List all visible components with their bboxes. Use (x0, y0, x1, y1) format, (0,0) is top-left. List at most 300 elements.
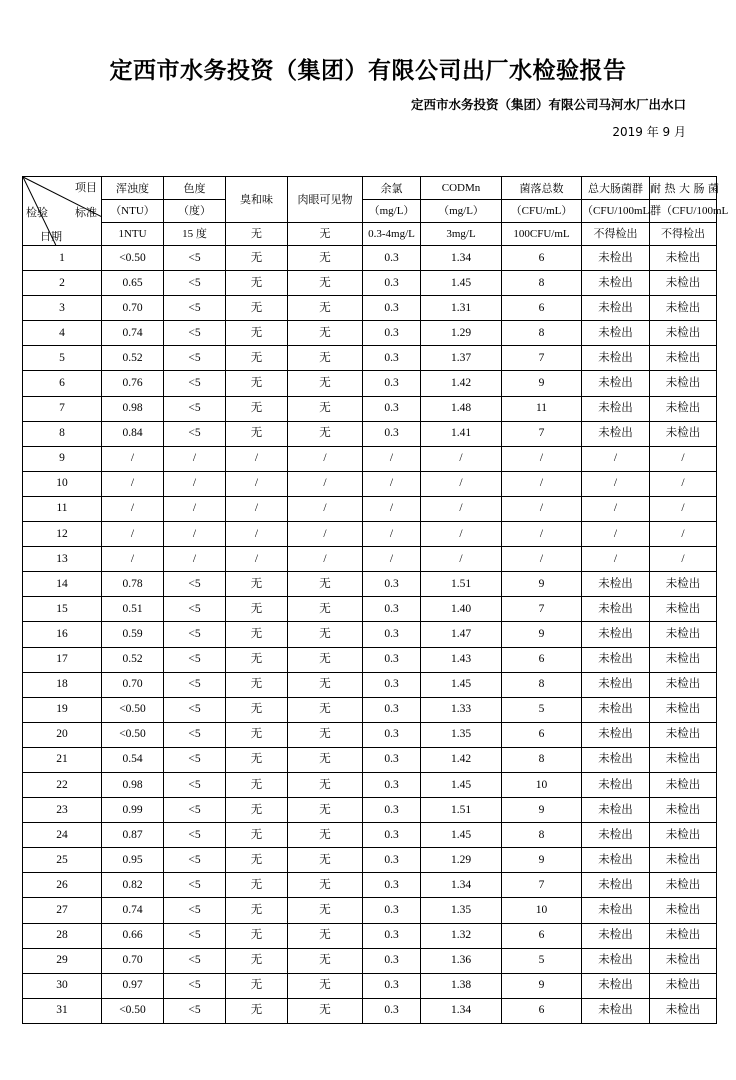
table-cell: 未检出 (650, 923, 717, 948)
table-cell: <5 (164, 697, 226, 722)
table-cell: 8 (23, 421, 102, 446)
table-cell: 0.3 (363, 271, 421, 296)
table-cell: 0.3 (363, 772, 421, 797)
table-cell: 无 (226, 321, 288, 346)
table-cell: / (102, 471, 164, 496)
table-cell: <5 (164, 396, 226, 421)
table-cell: 未检出 (650, 722, 717, 747)
table-cell: / (502, 522, 582, 547)
table-cell: 1.40 (421, 597, 502, 622)
table-cell: 9 (502, 371, 582, 396)
table-cell: 7 (502, 346, 582, 371)
table-cell: 27 (23, 898, 102, 923)
table-cell: 0.66 (102, 923, 164, 948)
table-cell: / (363, 446, 421, 471)
table-cell: 12 (23, 522, 102, 547)
table-cell: 未检出 (650, 622, 717, 647)
table-cell: / (288, 522, 363, 547)
table-cell: 0.3 (363, 346, 421, 371)
table-cell: 未检出 (650, 798, 717, 823)
table-cell: 6 (502, 296, 582, 321)
table-cell: 未检出 (650, 271, 717, 296)
table-cell: 无 (288, 923, 363, 948)
table-cell: <5 (164, 948, 226, 973)
table-cell: / (502, 471, 582, 496)
table-cell: / (102, 547, 164, 572)
table-cell: / (164, 522, 226, 547)
table-cell: / (582, 471, 650, 496)
table-cell: 10 (23, 471, 102, 496)
table-cell: 未检出 (582, 271, 650, 296)
table-cell: 1.43 (421, 647, 502, 672)
col-coliform-name: 总大肠菌群 (582, 177, 650, 200)
col-coliform-standard: 不得检出 (582, 223, 650, 246)
table-cell: 未检出 (650, 572, 717, 597)
table-cell: 无 (226, 672, 288, 697)
table-cell: <5 (164, 898, 226, 923)
table-cell: / (164, 496, 226, 521)
table-cell: 未检出 (650, 296, 717, 321)
table-cell: 无 (288, 948, 363, 973)
col-visible-matter-standard: 无 (288, 223, 363, 246)
table-cell: 无 (288, 798, 363, 823)
table-cell: 未检出 (582, 647, 650, 672)
table-cell: 0.3 (363, 697, 421, 722)
table-cell: 0.3 (363, 396, 421, 421)
table-cell: 未检出 (582, 597, 650, 622)
table-cell: 未检出 (650, 396, 717, 421)
table-row (23, 772, 717, 797)
table-cell: 0.3 (363, 246, 421, 271)
table-cell: 无 (288, 823, 363, 848)
table-row (23, 998, 717, 1023)
table-cell: 0.98 (102, 772, 164, 797)
table-cell: 1.51 (421, 798, 502, 823)
table-cell: 0.84 (102, 421, 164, 446)
table-cell: 1.33 (421, 697, 502, 722)
table-cell: 无 (226, 798, 288, 823)
table-row (23, 898, 717, 923)
table-cell: 无 (226, 697, 288, 722)
table-cell: 1.34 (421, 246, 502, 271)
table-cell: 24 (23, 823, 102, 848)
table-cell: / (650, 496, 717, 521)
table-cell: 7 (23, 396, 102, 421)
table-cell: 0.3 (363, 371, 421, 396)
table-cell: / (650, 547, 717, 572)
col-odor-name: 臭和味 (226, 177, 288, 223)
table-cell: 未检出 (582, 973, 650, 998)
table-cell: <5 (164, 998, 226, 1023)
table-cell: 1.45 (421, 672, 502, 697)
table-cell: 9 (502, 798, 582, 823)
table-cell: 无 (226, 923, 288, 948)
col-thermo-coliform-name: 耐 热 大 肠 菌 (650, 177, 717, 200)
col-coliform-unit: （CFU/100mL (582, 200, 650, 223)
table-cell: 6 (502, 647, 582, 672)
table-cell: / (102, 496, 164, 521)
table-cell: <5 (164, 772, 226, 797)
table-cell: 0.70 (102, 948, 164, 973)
table-row (23, 496, 717, 521)
corner-date-label: 日期 (40, 230, 62, 243)
table-cell: / (363, 522, 421, 547)
table-cell: 1.45 (421, 823, 502, 848)
table-cell: 1.36 (421, 948, 502, 973)
table-cell: / (288, 446, 363, 471)
table-cell: 无 (226, 647, 288, 672)
table-row (23, 296, 717, 321)
table-cell: <5 (164, 321, 226, 346)
table-cell: <5 (164, 747, 226, 772)
corner-cell (23, 177, 102, 246)
table-cell: 1.45 (421, 772, 502, 797)
table-cell: 无 (288, 622, 363, 647)
table-cell: / (421, 496, 502, 521)
table-row (23, 973, 717, 998)
col-bacteria-standard: 100CFU/mL (502, 223, 582, 246)
table-cell: / (582, 446, 650, 471)
table-cell: 未检出 (582, 747, 650, 772)
table-cell: / (164, 547, 226, 572)
table-cell: 30 (23, 973, 102, 998)
table-cell: / (363, 471, 421, 496)
table-cell: 未检出 (650, 823, 717, 848)
water-quality-table (22, 176, 729, 1024)
table-cell: 无 (288, 346, 363, 371)
table-cell: / (582, 547, 650, 572)
table-cell: 无 (288, 672, 363, 697)
table-cell: 无 (288, 421, 363, 446)
table-cell: 0.65 (102, 271, 164, 296)
table-cell: / (288, 471, 363, 496)
col-turbidity-unit: （NTU） (102, 200, 164, 223)
table-cell: 0.51 (102, 597, 164, 622)
table-cell: 无 (226, 296, 288, 321)
table-cell: 未检出 (582, 948, 650, 973)
table-cell: 1 (23, 246, 102, 271)
table-cell: 31 (23, 998, 102, 1023)
table-cell: 无 (288, 973, 363, 998)
table-cell: 22 (23, 772, 102, 797)
table-row (23, 823, 717, 848)
col-turbidity-name: 浑浊度 (102, 177, 164, 200)
table-cell: 1.37 (421, 346, 502, 371)
table-cell: 未检出 (650, 697, 717, 722)
table-cell: 11 (502, 396, 582, 421)
table-cell: / (421, 471, 502, 496)
table-cell: 13 (23, 547, 102, 572)
table-cell: <5 (164, 246, 226, 271)
col-codmn-name: CODMn (421, 177, 502, 200)
table-cell: <0.50 (102, 246, 164, 271)
table-cell: 无 (226, 346, 288, 371)
report-title: 定西市水务投资（集团）有限公司出厂水检验报告 (109, 58, 627, 84)
table-cell: 4 (23, 321, 102, 346)
table-body (23, 246, 717, 1024)
table-cell: 20 (23, 722, 102, 747)
report-subtitle: 定西市水务投资（集团）有限公司马河水厂出水口 (410, 97, 686, 112)
table-cell: 9 (502, 848, 582, 873)
table-cell: 未检出 (650, 998, 717, 1023)
table-cell: 1.29 (421, 321, 502, 346)
table-cell: 无 (288, 848, 363, 873)
table-cell: / (650, 471, 717, 496)
table-row (23, 923, 717, 948)
col-color-standard: 15 度 (164, 223, 226, 246)
table-cell: / (102, 446, 164, 471)
table-cell: 15 (23, 597, 102, 622)
table-cell: 6 (502, 722, 582, 747)
table-cell: 6 (23, 371, 102, 396)
table-cell: 1.35 (421, 722, 502, 747)
table-cell: 未检出 (650, 321, 717, 346)
table-cell: 未检出 (582, 421, 650, 446)
table-cell: 1.34 (421, 873, 502, 898)
corner-item-label: 项目 (75, 181, 97, 194)
table-cell: 1.42 (421, 371, 502, 396)
table-row (23, 597, 717, 622)
table-cell: 未检出 (582, 346, 650, 371)
table-cell: <5 (164, 873, 226, 898)
table-cell: 未检出 (582, 396, 650, 421)
table-row (23, 522, 717, 547)
table-cell: <5 (164, 923, 226, 948)
table-cell: 0.74 (102, 321, 164, 346)
table-cell: 0.87 (102, 823, 164, 848)
table-row (23, 572, 717, 597)
table-cell: 未检出 (650, 421, 717, 446)
table-cell: 无 (288, 572, 363, 597)
table-cell: 9 (502, 572, 582, 597)
table-cell: / (226, 547, 288, 572)
table-cell: <5 (164, 371, 226, 396)
table-row (23, 873, 717, 898)
table-row (23, 747, 717, 772)
col-chlorine-standard: 0.3-4mg/L (363, 223, 421, 246)
table-cell: 25 (23, 848, 102, 873)
table-cell: / (502, 496, 582, 521)
table-cell: <5 (164, 973, 226, 998)
table-cell: 无 (226, 948, 288, 973)
table-cell: 11 (23, 496, 102, 521)
col-color-name: 色度 (164, 177, 226, 200)
table-cell: <5 (164, 296, 226, 321)
table-cell: / (226, 522, 288, 547)
table-cell: 无 (288, 597, 363, 622)
col-codmn-unit: （mg/L） (421, 200, 502, 223)
table-cell: 1.42 (421, 747, 502, 772)
table-cell: 1.45 (421, 271, 502, 296)
table-cell: 0.3 (363, 296, 421, 321)
table-cell: <5 (164, 271, 226, 296)
table-cell: / (363, 496, 421, 521)
table-cell: 0.3 (363, 597, 421, 622)
table-cell: 无 (288, 647, 363, 672)
table-cell: 未检出 (650, 973, 717, 998)
table-cell: 7 (502, 597, 582, 622)
table-cell: 0.3 (363, 421, 421, 446)
table-cell: 未检出 (650, 772, 717, 797)
report-date: 2019 年 9 月 (612, 125, 686, 139)
table-row (23, 697, 717, 722)
table-cell: 无 (226, 772, 288, 797)
table-cell: / (226, 496, 288, 521)
table-cell: 0.52 (102, 647, 164, 672)
table-cell: 5 (502, 948, 582, 973)
table-cell: 1.38 (421, 973, 502, 998)
table-cell: 无 (226, 421, 288, 446)
table-cell: 未检出 (582, 998, 650, 1023)
table-cell: 无 (226, 597, 288, 622)
table-cell: <5 (164, 421, 226, 446)
table-cell: 无 (226, 823, 288, 848)
table-cell: 无 (288, 747, 363, 772)
table-cell: 10 (502, 772, 582, 797)
table-cell: 未检出 (582, 873, 650, 898)
col-thermo-coliform-standard: 不得检出 (650, 223, 717, 246)
table-cell: 0.59 (102, 622, 164, 647)
col-chlorine-unit: （mg/L） (363, 200, 421, 223)
table-cell: / (164, 446, 226, 471)
table-cell: 0.3 (363, 798, 421, 823)
table-cell: 21 (23, 747, 102, 772)
table-cell: 1.32 (421, 923, 502, 948)
table-cell: / (582, 496, 650, 521)
table-cell: 1.41 (421, 421, 502, 446)
table-cell: 8 (502, 672, 582, 697)
table-cell: 1.35 (421, 898, 502, 923)
table-cell: 未检出 (650, 346, 717, 371)
table-cell: 无 (288, 772, 363, 797)
table-cell: 无 (226, 848, 288, 873)
table-cell: <5 (164, 848, 226, 873)
table-cell: 18 (23, 672, 102, 697)
table-cell: 0.97 (102, 973, 164, 998)
table-cell: <0.50 (102, 722, 164, 747)
table-cell: 未检出 (650, 371, 717, 396)
table-cell: / (650, 522, 717, 547)
table-cell: 8 (502, 271, 582, 296)
table-cell: 未检出 (582, 898, 650, 923)
table-cell: 未检出 (582, 572, 650, 597)
table-cell: 无 (288, 697, 363, 722)
table-cell: / (363, 547, 421, 572)
table-row (23, 246, 717, 271)
table-cell: 0.3 (363, 823, 421, 848)
table-cell: 0.3 (363, 998, 421, 1023)
table-cell: <5 (164, 346, 226, 371)
table-cell: 1.51 (421, 572, 502, 597)
table-cell: 0.3 (363, 722, 421, 747)
table-row (23, 421, 717, 446)
table-cell: 0.3 (363, 873, 421, 898)
table-cell: 无 (226, 271, 288, 296)
table-row (23, 271, 717, 296)
table-row (23, 647, 717, 672)
table-cell: 26 (23, 873, 102, 898)
table-cell: 7 (502, 873, 582, 898)
table-cell: 无 (288, 396, 363, 421)
table-cell: 19 (23, 697, 102, 722)
header-row-standards (23, 223, 717, 246)
table-cell: 9 (23, 446, 102, 471)
table-cell: / (226, 446, 288, 471)
table-cell: 0.52 (102, 346, 164, 371)
table-row (23, 547, 717, 572)
table-cell: 0.3 (363, 572, 421, 597)
table-cell: / (421, 547, 502, 572)
table-cell: 6 (502, 923, 582, 948)
header-row-names (23, 177, 717, 200)
table-cell: 无 (226, 622, 288, 647)
table-cell: 1.47 (421, 622, 502, 647)
table-cell: 0.74 (102, 898, 164, 923)
table-cell: <0.50 (102, 697, 164, 722)
table-cell: 0.70 (102, 296, 164, 321)
table-row (23, 321, 717, 346)
table-cell: 无 (226, 973, 288, 998)
table-cell: 0.3 (363, 923, 421, 948)
table-cell: 未检出 (582, 622, 650, 647)
table-cell: / (421, 522, 502, 547)
table-cell: 2 (23, 271, 102, 296)
corner-test-label: 检验 (26, 206, 48, 219)
table-cell: 5 (23, 346, 102, 371)
corner-standard-label: 标准 (75, 206, 97, 219)
table-cell: 7 (502, 421, 582, 446)
table-cell: 未检出 (582, 672, 650, 697)
table-cell: 17 (23, 647, 102, 672)
table-cell: 无 (226, 396, 288, 421)
col-visible-matter-name: 肉眼可见物 (288, 177, 363, 223)
table-cell: 29 (23, 948, 102, 973)
table-cell: 无 (288, 722, 363, 747)
col-bacteria-name: 菌落总数 (502, 177, 582, 200)
table-cell: 1.48 (421, 396, 502, 421)
table-cell: 0.76 (102, 371, 164, 396)
table-cell: 未检出 (582, 722, 650, 747)
table-cell: / (102, 522, 164, 547)
table-cell: 6 (502, 998, 582, 1023)
table-cell: 5 (502, 697, 582, 722)
table-cell: 0.98 (102, 396, 164, 421)
table-row (23, 371, 717, 396)
table-cell: <5 (164, 798, 226, 823)
table-cell: 未检出 (650, 898, 717, 923)
table-cell: 无 (288, 371, 363, 396)
table-cell: / (226, 471, 288, 496)
table-cell: 未检出 (650, 873, 717, 898)
table-row (23, 396, 717, 421)
table-cell: 14 (23, 572, 102, 597)
table-cell: 8 (502, 747, 582, 772)
table-cell: 9 (502, 973, 582, 998)
col-turbidity-standard: 1NTU (102, 223, 164, 246)
table-cell: 28 (23, 923, 102, 948)
table-cell: <5 (164, 622, 226, 647)
table-cell: 1.31 (421, 296, 502, 321)
table-cell: 未检出 (582, 697, 650, 722)
table-cell: 未检出 (650, 747, 717, 772)
table-cell: 0.3 (363, 672, 421, 697)
table-cell: / (502, 446, 582, 471)
table-cell: 无 (288, 321, 363, 346)
col-bacteria-unit: （CFU/mL） (502, 200, 582, 223)
table-cell: 8 (502, 823, 582, 848)
table-cell: 0.54 (102, 747, 164, 772)
table-row (23, 346, 717, 371)
